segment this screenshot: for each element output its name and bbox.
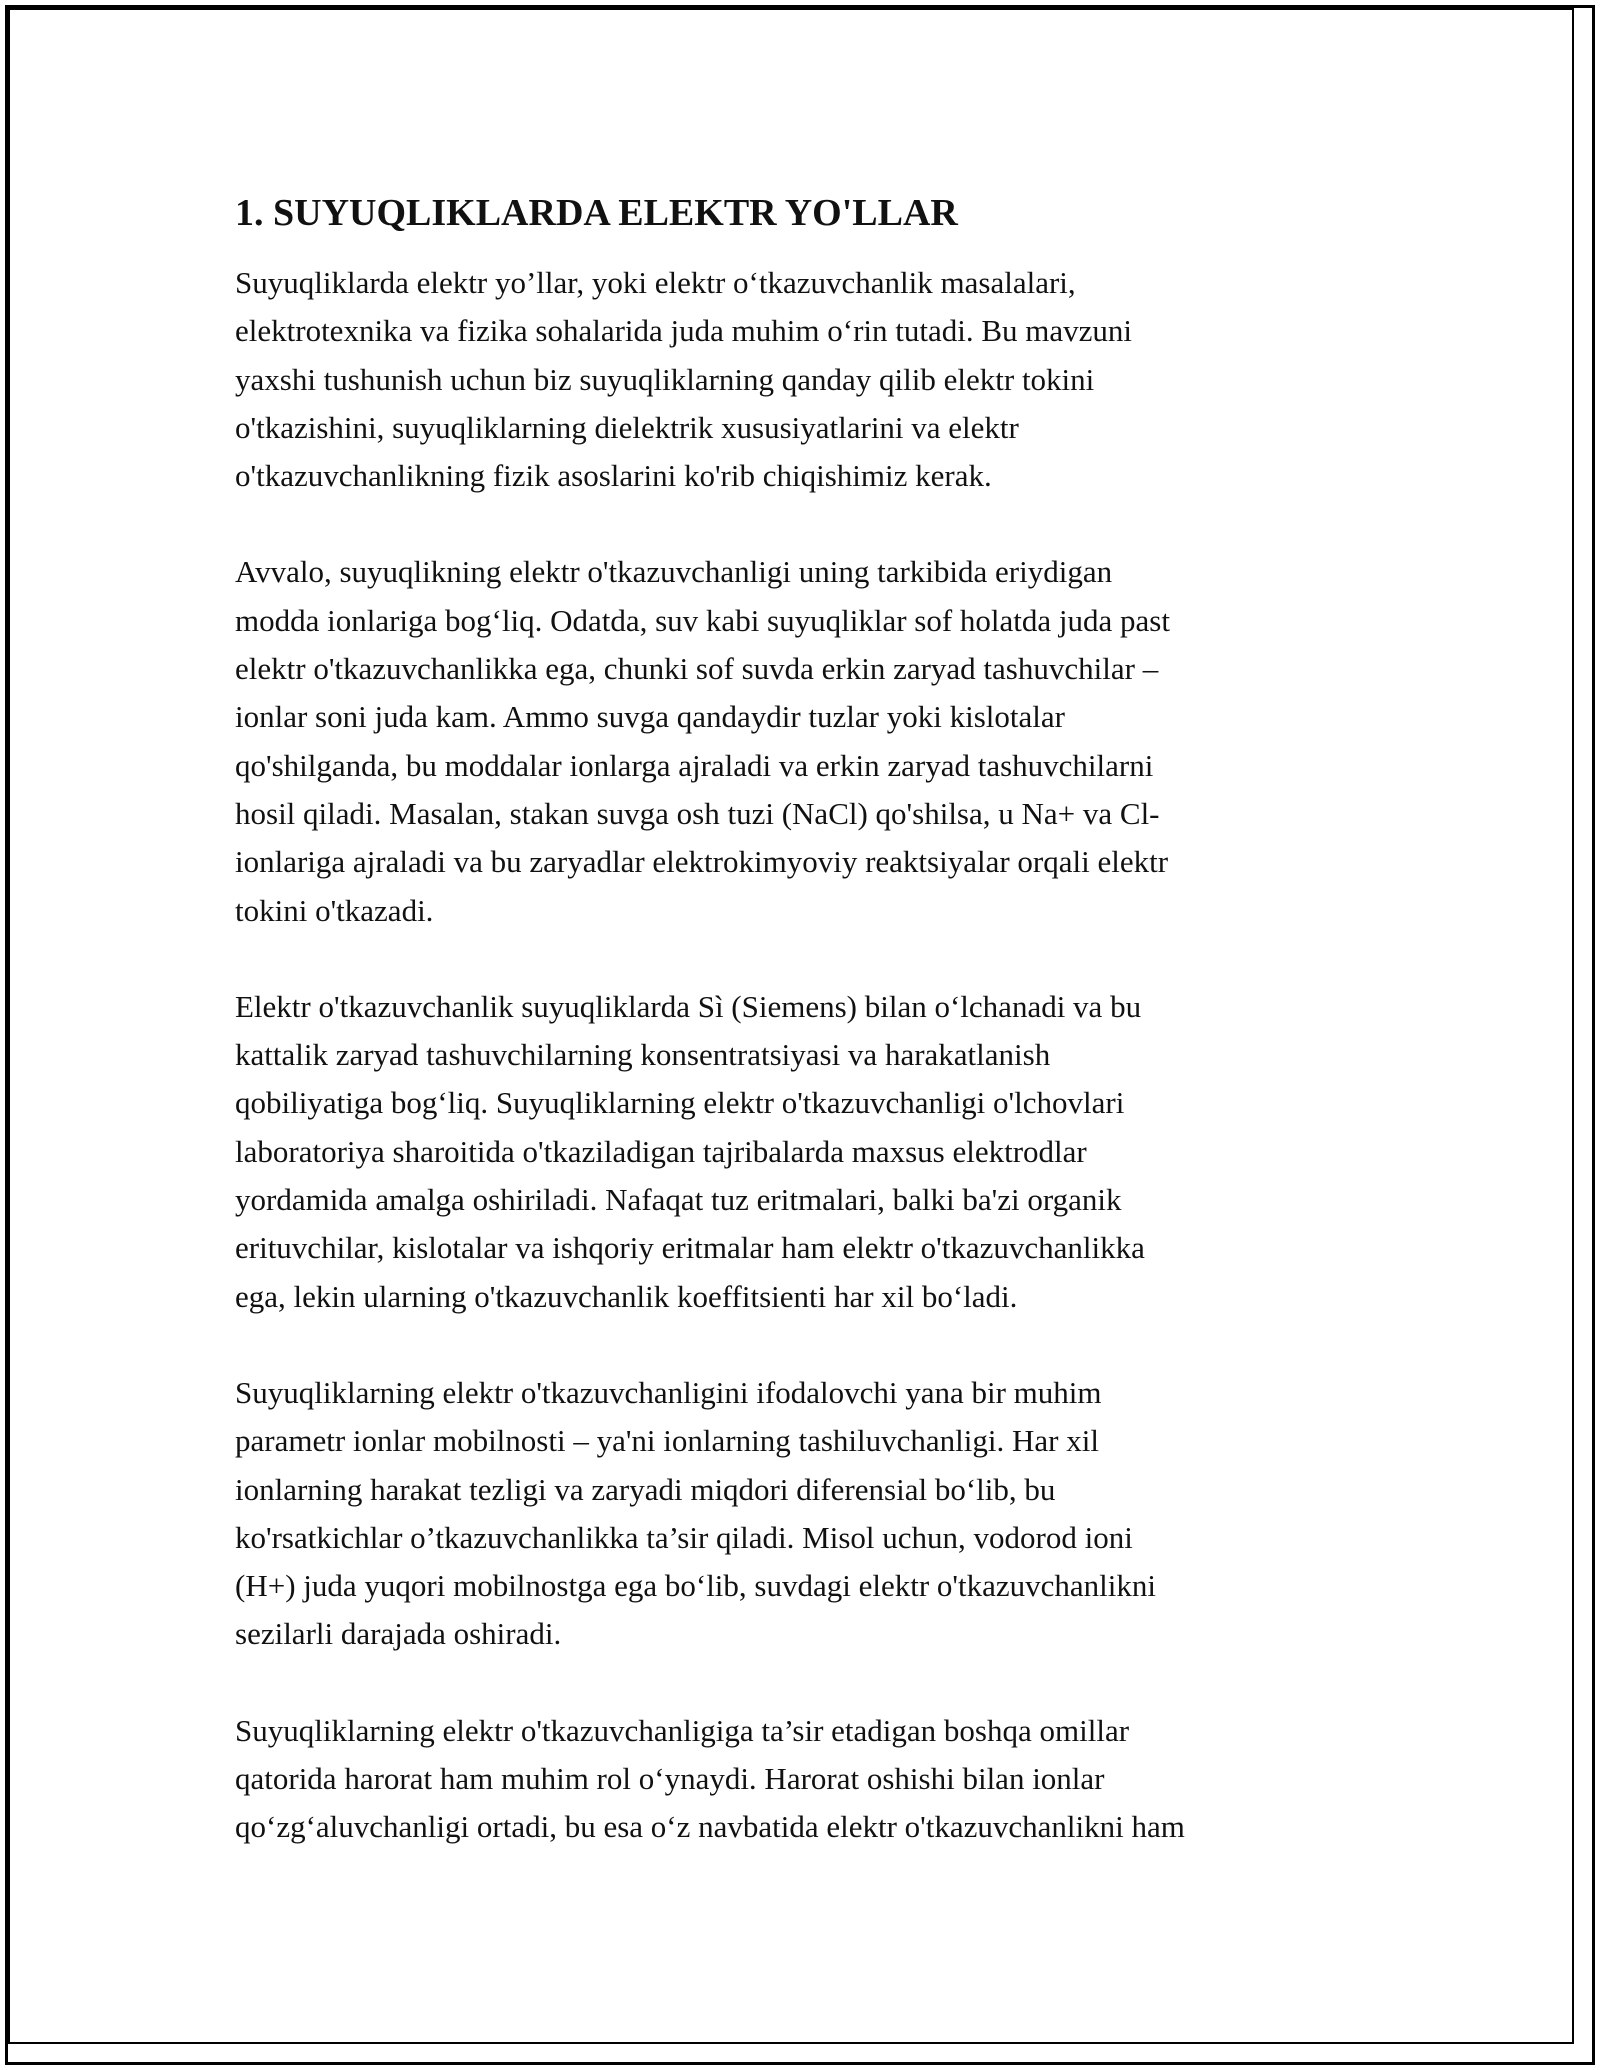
paragraph: Suyuqliklarning elektr o'tkazuvchanligiga ta’sir etadigan boshqa omillar qatorida harorat ham muhim rol o‘ynaydi. Harorat oshishi bilan ionlar qo‘zg‘aluvchanligi ortadi, bu esa o‘z navbatida elektr o'tkazuvchanlikni ham [235,1712,1185,1845]
paragraph: Avvalo, suyuqlikning elektr o'tkazuvchanligi uning tarkibida eriydigan modda ionlariga bog‘liq. Odatda, suv kabi suyuqliklar sof holatda juda past elektr o'tkazuvchanlikka ega, chunki sof suvda erkin zaryad tashuvchilar – ionlar soni juda kam. Ammo suvga qandaydir tuzlar yoki kislotalar qo'shilganda, bu moddalar ionlarga ajraladi va erkin zaryad tashuvchilarni hosil qiladi. Masalan, stakan suvga osh tuzi (NaCl) qo'shilsa, u Na+ va Cl- ionlariga ajraladi va bu zaryadlar elektrokimyoviy reaktsiyalar orqali elektr tokini o'tkazadi. [235,554,1170,928]
document-body [235,185,1370,1900]
paragraph: Suyuqliklarda elektr yo’llar, yoki elektr o‘tkazuvchanlik masalalari, elektrotexnika va fizika sohalarida juda muhim o‘rin tutadi. Bu mavzuni yaxshi tushunish uchun biz suyuqliklarning qanday qilib elektr tokini o'tkazishini, suyuqliklarning dielektrik xususiyatlarini va elektr o'tkazuvchanlikning fizik asoslarini ko'rib chiqishimiz kerak. [235,265,1133,494]
paragraph: Suyuqliklarning elektr o'tkazuvchanligini ifodalovchi yana bir muhim parametr ionlar mobilnosti – ya'ni ionlarning tashiluvchanligi. Har xil ionlarning harakat tezligi va zaryadi miqdori diferensial bo‘lib, bu ko'rsatkichlar o’tkazuvchanlikka ta’sir qiladi. Misol uchun, vodorod ioni (H+) juda yuqori mobilnostga ega bo‘lib, suvdagi elektr o'tkazuvchanlikni sezilarli darajada oshiradi. [235,1374,1156,1652]
section-title: 1. SUYUQLIKLARDA ELEKTR YO'LLAR [235,192,958,234]
paragraph: Elektr o'tkazuvchanlik suyuqliklarda Sì (Siemens) bilan o‘lchanadi va bu kattalik zaryad tashuvchilarning konsentratsiyasi va harakatlanish qobiliyatiga bog‘liq. Suyuqliklarning elektr o'tkazuvchanligi o'lchovlari laboratoriya sharoitida o'tkaziladigan tajribalarda maxsus elektrodlar yordamida amalga oshiriladi. Nafaqat tuz eritmalari, balki ba'zi organik erituvchilar, kislotalar va ishqoriy eritmalar ham elektr o'tkazuvchanlikka ega, lekin ularning o'tkazuvchanlik koeffitsienti har xil bo‘ladi. [235,988,1145,1314]
